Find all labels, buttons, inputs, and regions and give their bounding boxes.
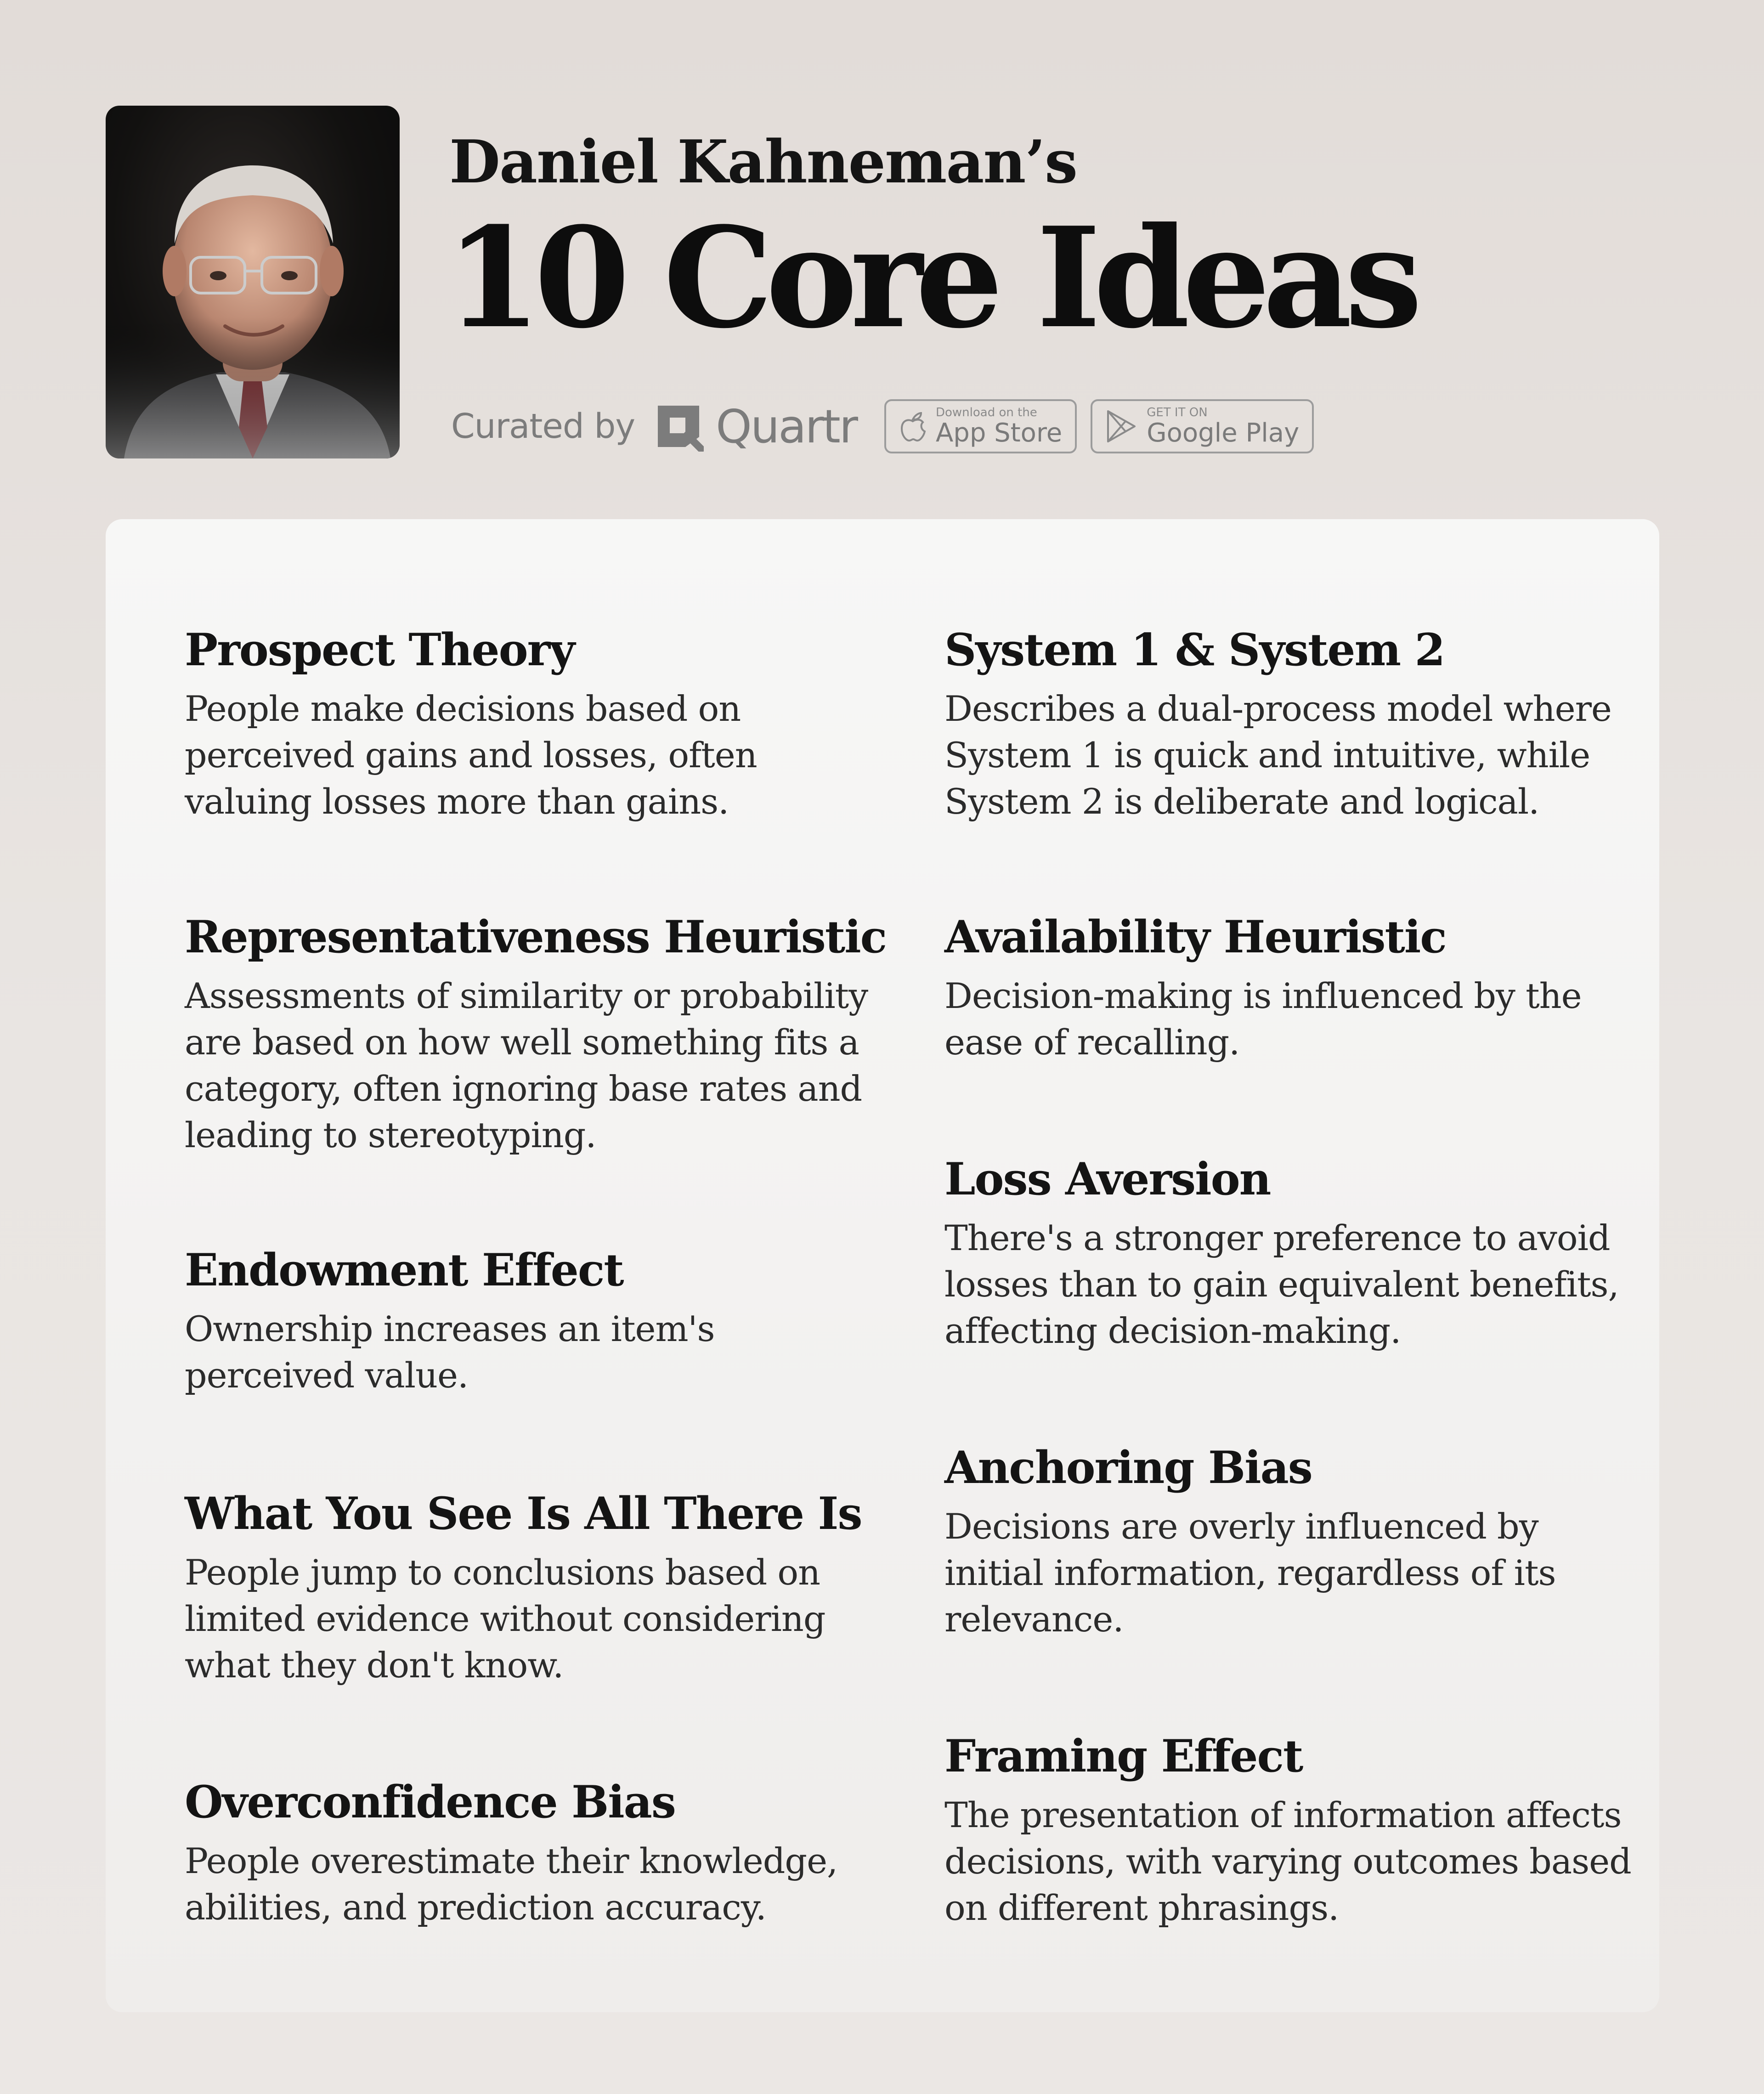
idea-anchoring-bias [944,1438,1634,1642]
quartr-brand[interactable] [653,400,857,453]
quartr-logo-icon [653,401,704,452]
idea-description: Decision-making is influenced by the ease of recalling. [944,975,1582,1063]
idea-loss-aversion [944,1149,1634,1354]
idea-title: Framing Effect [944,1730,1303,1782]
portrait-illustration [106,106,400,458]
idea-title: Loss Aversion [944,1153,1271,1205]
idea-prospect-theory [185,620,874,825]
idea-title: Representativeness Heuristic [185,911,887,963]
idea-title: What You See Is All There Is [185,1488,862,1539]
idea-title: Availability Heuristic [944,911,1446,963]
idea-overconfidence-bias [185,1772,874,1930]
idea-framing-effect [944,1726,1634,1931]
curated-by-row [451,394,1314,458]
idea-description: The presentation of information affects decisions, with varying outcomes based on different phrasings. [944,1794,1631,1928]
google-play-label: Google Play [1147,418,1300,448]
apple-icon [899,410,927,442]
idea-description: People overestimate their knowledge, abilities, and prediction accuracy. [185,1840,838,1928]
idea-title: Overconfidence Bias [185,1776,675,1828]
idea-representativeness-heuristic [185,907,887,1158]
brand-name: Quartr [716,399,857,453]
portrait-photo [106,106,400,458]
app-store-small-text: Download on the [935,406,1037,419]
idea-description: People make decisions based on perceived gains and losses, often valuing losses more than gains. [185,688,757,822]
google-play-icon [1105,409,1137,443]
app-store-badge[interactable] [884,399,1077,453]
idea-endowment-effect [185,1240,874,1398]
idea-title: System 1 & System 2 [944,624,1445,676]
page-title: 10 Core Ideas [446,197,1415,359]
idea-description: Describes a dual-process model where System 1 is quick and intuitive, while System 2 is deliberate and logical. [944,688,1611,822]
idea-wysiati [185,1484,874,1688]
google-play-badge[interactable] [1091,399,1314,453]
app-store-label: App Store [935,418,1063,448]
idea-description: Assessments of similarity or probability are based on how well something fits a category, often ignoring base rates and leading to stereotyping. [185,975,868,1155]
idea-title: Anchoring Bias [944,1442,1312,1494]
idea-description: Ownership increases an item's perceived value. [185,1308,715,1396]
curated-label: Curated by [451,407,635,446]
idea-system-1-system-2 [944,620,1634,825]
idea-description: People jump to conclusions based on limited evidence without considering what they don't know. [185,1552,825,1686]
idea-title: Endowment Effect [185,1244,623,1296]
idea-title: Prospect Theory [185,624,574,676]
header-subtitle: Daniel Kahneman’s [449,128,1077,197]
ideas-card [106,519,1659,2012]
idea-description: Decisions are overly influenced by initial information, regardless of its relevance. [944,1506,1556,1640]
idea-description: There's a stronger preference to avoid losses than to gain equivalent benefits, affecting decision-making. [944,1217,1619,1351]
idea-availability-heuristic [944,907,1634,1065]
google-play-small-text: GET IT ON [1147,406,1208,419]
